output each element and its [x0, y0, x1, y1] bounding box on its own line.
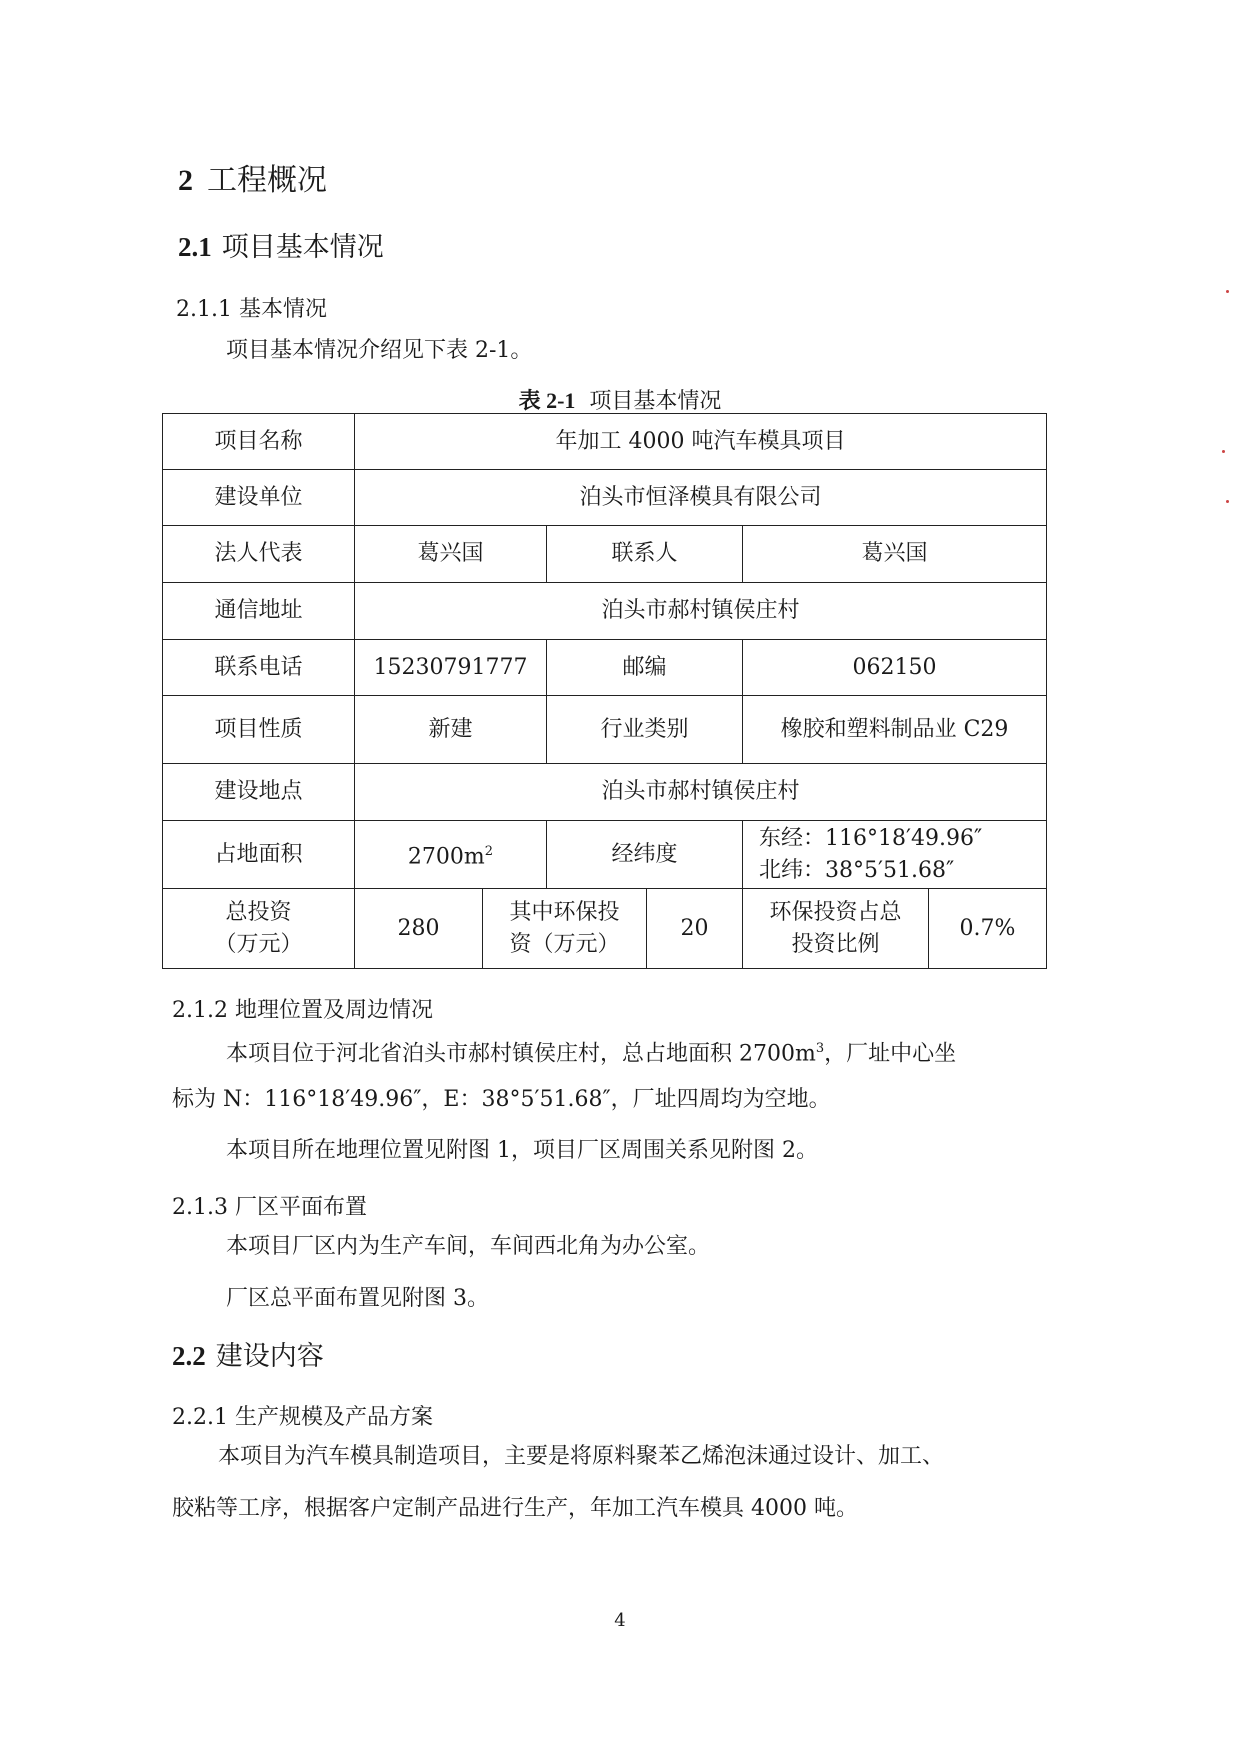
cell-label: 行业类别 — [547, 696, 743, 764]
subsection-heading-2-1-2: 2.1.2 地理位置及周边情况 — [172, 998, 433, 1023]
cell-value: 泊头市郝村镇侯庄村 — [355, 583, 1047, 640]
cell-value: 20 — [647, 889, 743, 969]
cell-label: 法人代表 — [163, 526, 355, 583]
cell-value: 泊头市郝村镇侯庄村 — [355, 764, 1047, 821]
paragraph-line: 胶粘等工序，根据客户定制产品进行生产，年加工汽车模具 4000 吨。 — [172, 1496, 858, 1521]
section-number: 2.2 — [172, 1341, 206, 1371]
section-title: 建设内容 — [215, 1341, 324, 1372]
area-superscript: 2 — [484, 843, 494, 859]
table-caption — [0, 384, 1240, 415]
scan-mark — [1226, 290, 1229, 293]
cell-value — [355, 821, 547, 889]
table-row — [163, 764, 1047, 821]
paragraph-line: 本项目为汽车模具制造项目，主要是将原料聚苯乙烯泡沫通过设计、加工、 — [218, 1444, 945, 1469]
cell-label: 建设地点 — [163, 764, 355, 821]
superscript: 3 — [815, 1041, 825, 1056]
cell-label: 占地面积 — [163, 821, 355, 889]
intro-paragraph: 项目基本情况介绍见下表 2-1。 — [226, 338, 533, 363]
section-heading-2-2 — [172, 1334, 324, 1373]
cell-label: 项目名称 — [163, 414, 355, 470]
env-label-line: 资（万元） — [509, 931, 620, 957]
cell-value: 橡胶和塑料制品业 C29 — [743, 696, 1047, 764]
subsection-heading-2-1-3: 2.1.3 厂区平面布置 — [172, 1195, 367, 1220]
scan-mark — [1222, 450, 1225, 453]
table-row — [163, 696, 1047, 764]
table-row — [163, 414, 1047, 470]
table-row — [163, 526, 1047, 583]
cell-value: 15230791777 — [355, 640, 547, 696]
paragraph-line: 本项目厂区内为生产车间，车间西北角为办公室。 — [226, 1234, 711, 1259]
cell-value — [743, 821, 1047, 889]
chapter-title: 工程概况 — [207, 163, 327, 198]
cell-label: 建设单位 — [163, 470, 355, 526]
table-row — [163, 583, 1047, 640]
chapter-heading — [178, 155, 327, 199]
paragraph-text: 本项目位于河北省泊头市郝村镇侯庄村，总占地面积 2700m — [226, 1041, 816, 1067]
project-info-table — [162, 413, 1047, 969]
longitude: 东经：116°18′49.96″ — [759, 825, 983, 851]
scan-mark — [1226, 500, 1229, 503]
cell-label — [483, 889, 647, 969]
paragraph-line — [226, 1024, 956, 1079]
paragraph-line: 本项目所在地理位置见附图 1，项目厂区周围关系见附图 2。 — [226, 1138, 818, 1163]
cell-value: 葛兴国 — [743, 526, 1047, 583]
paragraph-text: ，厂址中心坐 — [824, 1041, 957, 1067]
cell-label: 联系电话 — [163, 640, 355, 696]
subsection-heading-2-2-1: 2.2.1 生产规模及产品方案 — [172, 1405, 433, 1430]
ratio-label-line: 环保投资占总 — [769, 899, 902, 925]
table-row — [163, 821, 1047, 889]
table-row — [163, 470, 1047, 526]
page-number: 4 — [614, 1610, 626, 1631]
cell-value: 葛兴国 — [355, 526, 547, 583]
paragraph-line: 厂区总平面布置见附图 3。 — [226, 1286, 489, 1311]
latitude: 北纬：38°5′51.68″ — [759, 857, 955, 883]
table-caption-number: 表 2-1 — [518, 388, 576, 413]
cell-label: 通信地址 — [163, 583, 355, 640]
cell-value: 泊头市恒泽模具有限公司 — [355, 470, 1047, 526]
section-heading-2-1 — [178, 225, 384, 264]
area-value: 2700m — [407, 844, 485, 870]
cell-value: 062150 — [743, 640, 1047, 696]
cell-value: 0.7% — [929, 889, 1047, 969]
invest-label-line: 总投资 — [225, 899, 292, 925]
paragraph-line: 标为 N：116°18′49.96″，E：38°5′51.68″，厂址四周均为空地。 — [172, 1087, 831, 1112]
cell-value: 280 — [355, 889, 483, 969]
cell-value: 年加工 4000 吨汽车模具项目 — [355, 414, 1047, 470]
cell-label: 项目性质 — [163, 696, 355, 764]
section-number: 2.1 — [178, 232, 212, 262]
subsection-heading-2-1-1: 2.1.1 基本情况 — [176, 297, 327, 322]
cell-label: 经纬度 — [547, 821, 743, 889]
cell-label — [163, 889, 355, 969]
ratio-label-line: 投资比例 — [791, 931, 880, 957]
invest-label-line: （万元） — [214, 931, 303, 957]
table-row — [163, 889, 1047, 969]
cell-label — [743, 889, 929, 969]
cell-label: 邮编 — [547, 640, 743, 696]
table-row — [163, 640, 1047, 696]
table-caption-title: 项目基本情况 — [589, 389, 722, 414]
cell-label: 联系人 — [547, 526, 743, 583]
env-label-line: 其中环保投 — [509, 899, 620, 925]
section-title: 项目基本情况 — [221, 232, 384, 263]
cell-value: 新建 — [355, 696, 547, 764]
chapter-number: 2 — [178, 164, 193, 197]
